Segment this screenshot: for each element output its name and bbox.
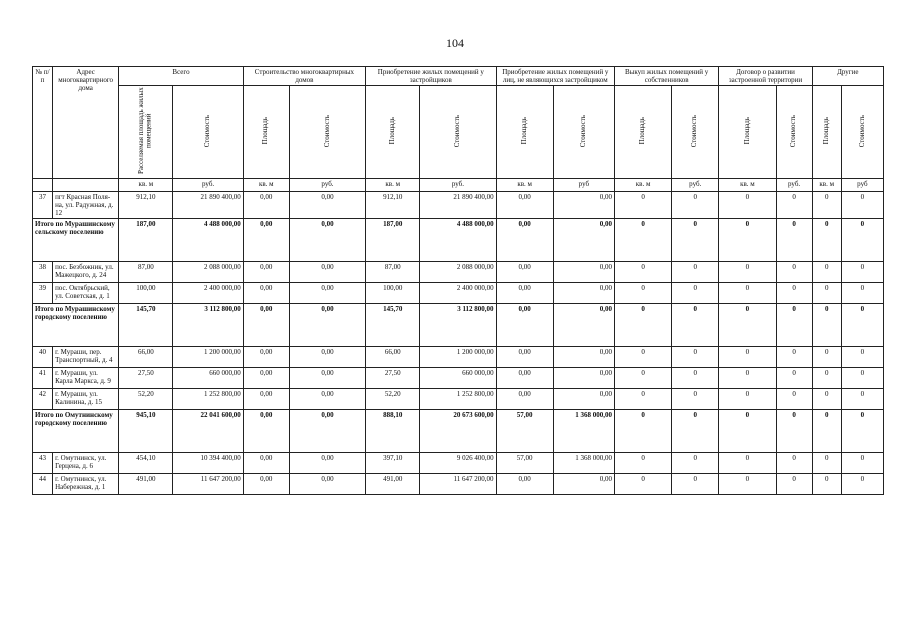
value-cell: 888,10	[366, 410, 420, 453]
subheader-label: Площадь	[261, 117, 270, 145]
value-cell: 0,00	[289, 262, 365, 283]
value-cell: 0	[672, 389, 719, 410]
value-cell: 0	[776, 192, 812, 219]
value-cell: 57,00	[496, 410, 553, 453]
value-cell: 0,00	[289, 304, 365, 347]
value-cell: 0	[614, 262, 671, 283]
value-cell: 66,00	[366, 347, 420, 368]
value-cell: 0,00	[289, 347, 365, 368]
unit-cell: кв. м	[366, 179, 420, 192]
row-number: 37	[33, 192, 53, 219]
value-cell: 145,70	[119, 304, 173, 347]
value-cell: 66,00	[119, 347, 173, 368]
page-number: 104	[446, 36, 464, 50]
value-cell: 1 200 000,00	[173, 347, 243, 368]
value-cell: 0	[719, 283, 776, 304]
unit-cell: кв. м	[243, 179, 289, 192]
row-address: г. Омутнинск, ул. Набережная, д. 1	[53, 474, 119, 495]
subheader-label: Площадь	[519, 117, 528, 145]
value-cell: 3 112 800,00	[420, 304, 496, 347]
value-cell: 0	[776, 453, 812, 474]
value-cell: 11 647 200,00	[173, 474, 243, 495]
value-cell: 1 252 800,00	[420, 389, 496, 410]
value-cell: 660 000,00	[420, 368, 496, 389]
value-cell: 0	[776, 219, 812, 262]
value-cell: 0,00	[496, 389, 553, 410]
value-cell: 0,00	[289, 219, 365, 262]
value-cell: 0,00	[243, 219, 289, 262]
unit-cell: кв. м	[119, 179, 173, 192]
value-cell: 1 252 800,00	[173, 389, 243, 410]
value-cell: 0	[841, 368, 883, 389]
unit-cell: руб.	[776, 179, 812, 192]
value-cell: 2 400 000,00	[420, 283, 496, 304]
subtotal-row	[33, 410, 884, 453]
unit-cell: руб.	[672, 179, 719, 192]
subheader-label: Стоимость	[203, 114, 212, 148]
value-cell: 1 368 000,00	[553, 453, 614, 474]
value-cell: 945,10	[119, 410, 173, 453]
value-cell: 0	[776, 262, 812, 283]
value-cell: 0	[812, 219, 841, 262]
value-cell: 0	[672, 474, 719, 495]
header-address: Адрес многоквартирного дома	[53, 67, 119, 179]
value-cell: 0	[812, 304, 841, 347]
value-cell: 0,00	[289, 474, 365, 495]
value-cell: 0	[672, 283, 719, 304]
subtotal-label: Итого по Омутнинскому городскому поселению	[33, 410, 119, 453]
value-cell: 0	[812, 474, 841, 495]
value-cell: 0,00	[553, 304, 614, 347]
value-cell: 0,00	[496, 219, 553, 262]
table-row	[33, 453, 884, 474]
value-cell: 9 026 400,00	[420, 453, 496, 474]
value-cell: 0	[776, 283, 812, 304]
value-cell: 0	[719, 219, 776, 262]
unit-cell: кв. м	[812, 179, 841, 192]
subheader-label: Стоимость	[322, 114, 331, 148]
value-cell: 57,00	[496, 453, 553, 474]
header-group: Приобретение жилых помещений у лиц, не являющихся застройщиком	[496, 67, 614, 86]
value-cell: 1 200 000,00	[420, 347, 496, 368]
value-cell: 0,00	[243, 304, 289, 347]
header-num: № п/п	[33, 67, 53, 179]
value-cell: 145,70	[366, 304, 420, 347]
value-cell: 2 088 000,00	[173, 262, 243, 283]
value-cell: 0,00	[553, 474, 614, 495]
value-cell: 0	[841, 453, 883, 474]
value-cell: 0	[672, 347, 719, 368]
subheader-label: Стоимость	[453, 114, 462, 148]
value-cell: 87,00	[366, 262, 420, 283]
row-number: 44	[33, 474, 53, 495]
value-cell: 0,00	[289, 192, 365, 219]
subheader-cell	[719, 86, 776, 179]
value-cell: 52,20	[119, 389, 173, 410]
subheader-cell	[841, 86, 883, 179]
value-cell: 397,10	[366, 453, 420, 474]
value-cell: 0	[614, 474, 671, 495]
subheader-cell	[553, 86, 614, 179]
value-cell: 0	[776, 347, 812, 368]
value-cell: 0	[614, 389, 671, 410]
value-cell: 0	[776, 474, 812, 495]
value-cell: 491,00	[119, 474, 173, 495]
value-cell: 0,00	[553, 368, 614, 389]
subtotal-row	[33, 219, 884, 262]
value-cell: 0,00	[496, 368, 553, 389]
value-cell: 27,50	[366, 368, 420, 389]
header-group: Всего	[119, 67, 243, 86]
table-row	[33, 262, 884, 283]
value-cell: 0	[672, 219, 719, 262]
subheader-label: Площадь	[821, 117, 830, 145]
subheader-cell	[672, 86, 719, 179]
value-cell: 0,00	[289, 283, 365, 304]
value-cell: 0	[841, 262, 883, 283]
value-cell: 52,20	[366, 389, 420, 410]
value-cell: 0,00	[243, 410, 289, 453]
value-cell: 0	[614, 283, 671, 304]
table-row	[33, 192, 884, 219]
row-address: пгт Красная Поля-на, ул. Радужная, д. 12	[53, 192, 119, 219]
table-row	[33, 283, 884, 304]
subheader-cell	[243, 86, 289, 179]
value-cell: 0	[614, 347, 671, 368]
value-cell: 491,00	[366, 474, 420, 495]
table-row	[33, 368, 884, 389]
value-cell: 0,00	[553, 389, 614, 410]
value-cell: 0,00	[289, 410, 365, 453]
subheader-label: Стоимость	[579, 114, 588, 148]
value-cell: 0,00	[496, 262, 553, 283]
value-cell: 0	[812, 283, 841, 304]
value-cell: 0	[841, 219, 883, 262]
unit-cell: кв. м	[496, 179, 553, 192]
header-group: Приобретение жилых помещений у застройщиков	[366, 67, 496, 86]
row-address: пос. Безбожник, ул. Мажецкого, д. 24	[53, 262, 119, 283]
subheader-cell	[420, 86, 496, 179]
header-group: Выкуп жилых помещений у собственников	[614, 67, 718, 86]
unit-cell: руб	[553, 179, 614, 192]
value-cell: 0	[812, 192, 841, 219]
subheader-cell	[496, 86, 553, 179]
row-number: 38	[33, 262, 53, 283]
value-cell: 3 112 800,00	[173, 304, 243, 347]
row-number: 40	[33, 347, 53, 368]
value-cell: 0	[672, 262, 719, 283]
row-address: г. Мураши, ул. Карла Маркса, д. 9	[53, 368, 119, 389]
value-cell: 0,00	[553, 347, 614, 368]
subtotal-label: Итого по Мурашинскому городскому поселению	[33, 304, 119, 347]
value-cell: 0,00	[496, 347, 553, 368]
value-cell: 0	[672, 192, 719, 219]
value-cell: 0,00	[553, 192, 614, 219]
subheader-cell	[776, 86, 812, 179]
value-cell: 27,50	[119, 368, 173, 389]
header-group: Другие	[812, 67, 883, 86]
unit-cell: кв. м	[614, 179, 671, 192]
table-row	[33, 389, 884, 410]
row-number: 39	[33, 283, 53, 304]
table-row	[33, 474, 884, 495]
header-group: Строительство многоквартирных домов	[243, 67, 365, 86]
subheader-cell	[173, 86, 243, 179]
value-cell: 21 890 400,00	[420, 192, 496, 219]
value-cell: 0,00	[243, 347, 289, 368]
value-cell: 0	[719, 453, 776, 474]
subheader-label: Площадь	[742, 117, 751, 145]
value-cell: 0	[776, 410, 812, 453]
row-address: г. Мураши, пер. Транспортный, д. 4	[53, 347, 119, 368]
value-cell: 0	[812, 410, 841, 453]
value-cell: 0,00	[496, 304, 553, 347]
value-cell: 0	[719, 304, 776, 347]
value-cell: 20 673 600,00	[420, 410, 496, 453]
value-cell: 0	[841, 304, 883, 347]
value-cell: 0,00	[553, 262, 614, 283]
row-address: г. Омутнинск, ул. Герцена, д. 6	[53, 453, 119, 474]
value-cell: 0	[841, 474, 883, 495]
value-cell: 0,00	[243, 368, 289, 389]
value-cell: 4 488 000,00	[173, 219, 243, 262]
value-cell: 0	[614, 453, 671, 474]
value-cell: 2 088 000,00	[420, 262, 496, 283]
value-cell: 0	[719, 347, 776, 368]
value-cell: 0	[776, 368, 812, 389]
header-group-row	[33, 67, 884, 86]
value-cell: 0,00	[243, 389, 289, 410]
value-cell: 187,00	[119, 219, 173, 262]
value-cell: 0	[614, 368, 671, 389]
value-cell: 0	[841, 192, 883, 219]
row-number: 42	[33, 389, 53, 410]
value-cell: 0	[614, 410, 671, 453]
value-cell: 0,00	[553, 219, 614, 262]
value-cell: 0	[614, 219, 671, 262]
value-cell: 0,00	[243, 192, 289, 219]
value-cell: 0	[672, 410, 719, 453]
subheader-label: Стоимость	[789, 114, 798, 148]
table-body	[33, 192, 884, 495]
row-address: г. Мураши, ул. Калинина, д. 15	[53, 389, 119, 410]
subheader-label: Расселяемая площадь жилых помещений	[137, 87, 153, 175]
subheader-label: Стоимость	[690, 114, 699, 148]
value-cell: 10 394 400,00	[173, 453, 243, 474]
value-cell: 0,00	[243, 453, 289, 474]
value-cell: 0	[614, 304, 671, 347]
row-address: пос. Октябрьский, ул. Советская, д. 1	[53, 283, 119, 304]
row-number: 41	[33, 368, 53, 389]
value-cell: 21 890 400,00	[173, 192, 243, 219]
value-cell: 0	[841, 347, 883, 368]
value-cell: 0	[841, 389, 883, 410]
value-cell: 454,10	[119, 453, 173, 474]
value-cell: 100,00	[119, 283, 173, 304]
subheader-cell	[614, 86, 671, 179]
value-cell: 0,00	[289, 453, 365, 474]
value-cell: 0	[776, 304, 812, 347]
unit-cell: руб.	[173, 179, 243, 192]
subtotal-label: Итого по Мурашинскому сельскому поселению	[33, 219, 119, 262]
value-cell: 912,10	[119, 192, 173, 219]
value-cell: 912,10	[366, 192, 420, 219]
subheader-cell	[289, 86, 365, 179]
value-cell: 0,00	[553, 283, 614, 304]
value-cell: 0	[719, 262, 776, 283]
value-cell: 0,00	[496, 192, 553, 219]
value-cell: 11 647 200,00	[420, 474, 496, 495]
value-cell: 0	[841, 410, 883, 453]
value-cell: 0,00	[243, 474, 289, 495]
value-cell: 0	[719, 474, 776, 495]
value-cell: 87,00	[119, 262, 173, 283]
value-cell: 0	[719, 410, 776, 453]
value-cell: 100,00	[366, 283, 420, 304]
value-cell: 0	[672, 453, 719, 474]
units-row	[33, 179, 884, 192]
value-cell: 22 041 600,00	[173, 410, 243, 453]
housing-table	[32, 66, 884, 495]
subheader-cell	[366, 86, 420, 179]
value-cell: 0,00	[243, 262, 289, 283]
row-number: 43	[33, 453, 53, 474]
value-cell: 0,00	[496, 283, 553, 304]
value-cell: 0,00	[496, 474, 553, 495]
unit-cell: руб.	[420, 179, 496, 192]
value-cell: 0	[841, 283, 883, 304]
unit-cell: руб.	[289, 179, 365, 192]
value-cell: 0	[614, 192, 671, 219]
subtotal-row	[33, 304, 884, 347]
subheader-cell	[812, 86, 841, 179]
subheader-label: Стоимость	[857, 114, 866, 148]
value-cell: 0	[812, 262, 841, 283]
subheader-cell	[119, 86, 173, 179]
subheader-label: Площадь	[638, 117, 647, 145]
value-cell: 0	[812, 453, 841, 474]
header-group: Договор о развитии застроенной территории	[719, 67, 812, 86]
subheader-label: Площадь	[387, 117, 396, 145]
value-cell: 0	[812, 347, 841, 368]
value-cell: 0,00	[289, 389, 365, 410]
unit-cell: руб	[841, 179, 883, 192]
value-cell: 2 400 000,00	[173, 283, 243, 304]
table-row	[33, 347, 884, 368]
unit-cell: кв. м	[719, 179, 776, 192]
value-cell: 0,00	[243, 283, 289, 304]
value-cell: 0	[812, 389, 841, 410]
value-cell: 1 368 000,00	[553, 410, 614, 453]
value-cell: 0	[672, 368, 719, 389]
value-cell: 0	[719, 192, 776, 219]
value-cell: 4 488 000,00	[420, 219, 496, 262]
value-cell: 0	[776, 389, 812, 410]
value-cell: 660 000,00	[173, 368, 243, 389]
value-cell: 0	[719, 389, 776, 410]
header-sub-row	[33, 86, 884, 179]
value-cell: 0	[672, 304, 719, 347]
value-cell: 0,00	[289, 368, 365, 389]
value-cell: 0	[812, 368, 841, 389]
value-cell: 0	[719, 368, 776, 389]
value-cell: 187,00	[366, 219, 420, 262]
